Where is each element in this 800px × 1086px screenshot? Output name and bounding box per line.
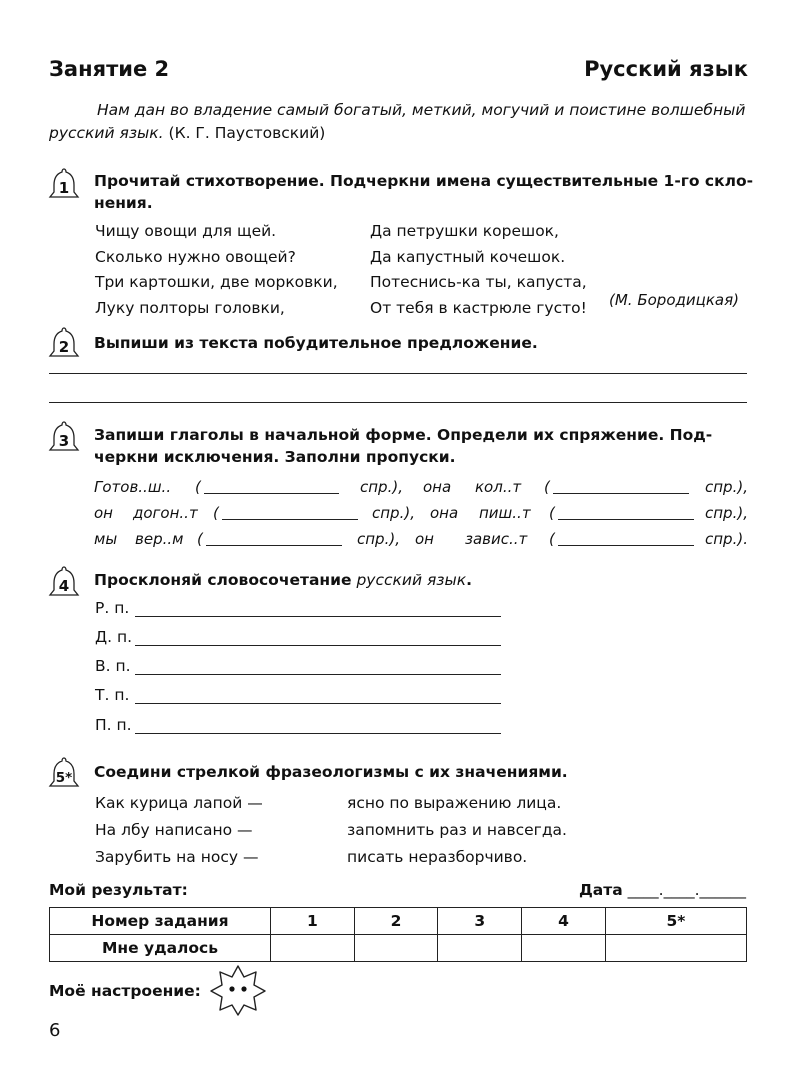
- poem-right-column: [370, 219, 587, 321]
- pronoun: он: [415, 530, 434, 548]
- poem-line: Чищу овощи для щей.: [95, 222, 277, 240]
- open-paren: (: [213, 504, 219, 522]
- table-header-cell: 3: [438, 908, 522, 935]
- task-number: 3: [58, 432, 70, 450]
- idiom[interactable]: На лбу написано —: [95, 821, 253, 839]
- case-answer-line[interactable]: [135, 733, 501, 734]
- table-cell[interactable]: [522, 935, 606, 962]
- task4-title-italic: русский язык: [356, 571, 467, 589]
- fill-blank[interactable]: [558, 530, 694, 546]
- spr-label: спр.),: [705, 504, 748, 522]
- case-answer-line[interactable]: [135, 616, 501, 617]
- pronoun: он: [94, 504, 113, 522]
- task1-title-line2: нения.: [94, 194, 153, 212]
- poem-author: (М. Бородицкая): [609, 291, 739, 309]
- task1-title-line1: Прочитай стихотворение. Подчеркни имена существительные 1-го скло-: [94, 172, 754, 190]
- verb: вер..м: [135, 530, 184, 548]
- poem-left-column: [95, 219, 338, 321]
- results-table: [49, 907, 747, 962]
- case-answer-line[interactable]: [135, 703, 501, 704]
- fill-blank[interactable]: [553, 478, 689, 494]
- epigraph-line2: [49, 124, 325, 142]
- spr-label: спр.).: [705, 530, 748, 548]
- open-paren: (: [549, 530, 555, 548]
- task4-title-end: .: [466, 571, 473, 589]
- poem-line: Три картошки, две морковки,: [95, 273, 338, 291]
- poem-line: Потеснись-ка ты, капуста,: [370, 273, 587, 291]
- pronoun: она: [423, 478, 452, 496]
- subject-title: Русский язык: [584, 57, 748, 81]
- table-cell[interactable]: [354, 935, 438, 962]
- pronoun: мы: [94, 530, 118, 548]
- spr-label: спр.),: [372, 504, 415, 522]
- case-label: Р. п.: [95, 599, 130, 617]
- task-number: 5*: [55, 770, 73, 786]
- verb-row: [0, 530, 800, 552]
- spr-label: спр.),: [357, 530, 400, 548]
- bell-icon-task4: [48, 566, 80, 600]
- task4-title-main: Просклоняй словосочетание: [94, 571, 352, 589]
- answer-line[interactable]: [49, 402, 747, 403]
- mood-label: Моё настроение:: [49, 982, 201, 1000]
- idiom[interactable]: Как курица лапой —: [95, 794, 263, 812]
- pronoun: она: [430, 504, 459, 522]
- task-number: 2: [58, 338, 70, 356]
- answer-line[interactable]: [49, 373, 747, 374]
- poem-line: От тебя в кастрюле густо!: [370, 298, 587, 317]
- table-header-cell: Номер задания: [50, 908, 271, 935]
- fill-blank[interactable]: [206, 530, 342, 546]
- poem-line: Да капустный кочешок.: [370, 247, 566, 266]
- task3-title-line1: Запиши глаголы в начальной форме. Определи их спряжение. Под-: [94, 426, 713, 444]
- task-number: 4: [58, 577, 70, 595]
- table-header-cell: 4: [522, 908, 606, 935]
- table-row: [50, 935, 747, 962]
- epigraph-italic: русский язык.: [49, 124, 164, 142]
- verb: Готов..ш..: [94, 478, 172, 496]
- result-label: Мой результат:: [49, 881, 188, 899]
- verb: догон..т: [133, 504, 198, 522]
- spr-label: спр.),: [360, 478, 403, 496]
- verb: пиш..т: [479, 504, 531, 522]
- poem-line: Да петрушки корешок,: [370, 222, 559, 240]
- fill-blank[interactable]: [558, 504, 694, 520]
- case-answer-line[interactable]: [135, 645, 501, 646]
- task5-title: Соедини стрелкой фразеологизмы с их значениями.: [94, 763, 568, 781]
- table-header-cell: 1: [271, 908, 355, 935]
- meaning[interactable]: писать неразборчиво.: [347, 848, 528, 866]
- date-field[interactable]: [579, 881, 746, 899]
- meaning[interactable]: ясно по выражению лица.: [347, 794, 562, 812]
- meanings-column: [347, 790, 567, 871]
- fill-blank[interactable]: [222, 504, 358, 520]
- verb: завис..т: [465, 530, 528, 548]
- table-header-cell: 2: [354, 908, 438, 935]
- bell-icon-task3: [48, 421, 80, 455]
- fill-blank[interactable]: [204, 478, 339, 494]
- table-header-row: [50, 908, 747, 935]
- idioms-column: [95, 790, 263, 871]
- date-blank: ____.____.______: [627, 881, 746, 899]
- bell-icon-task5: [48, 757, 80, 791]
- idiom[interactable]: Зарубить на носу —: [95, 848, 259, 866]
- verb-row: [0, 478, 800, 500]
- spr-label: спр.),: [705, 478, 748, 496]
- date-label: Дата: [578, 881, 623, 899]
- table-cell[interactable]: [605, 935, 746, 962]
- open-paren: (: [544, 478, 550, 496]
- meaning[interactable]: запомнить раз и навсегда.: [347, 821, 567, 839]
- lesson-title: Занятие 2: [49, 57, 170, 81]
- epigraph-author: (К. Г. Паустовский): [168, 124, 326, 142]
- mood-star-icon[interactable]: [210, 964, 266, 1016]
- epigraph-line1: Нам дан во владение самый богатый, меткий, могучий и поистине волшебный: [97, 101, 746, 119]
- poem-line: Сколько нужно овощей?: [95, 247, 296, 266]
- task-number: 1: [58, 179, 70, 197]
- open-paren: (: [197, 530, 203, 548]
- case-label: П. п.: [95, 716, 132, 734]
- case-answer-line[interactable]: [135, 674, 501, 675]
- table-row-label: Мне удалось: [50, 935, 271, 962]
- case-label: Д. п.: [95, 628, 133, 646]
- task2-title: Выпиши из текста побудительное предложение.: [94, 334, 538, 352]
- page-number: 6: [49, 1020, 61, 1041]
- case-label: В. п.: [95, 657, 131, 675]
- bell-icon-task2: [48, 327, 80, 361]
- bell-icon-task1: [48, 168, 80, 202]
- verb: кол..т: [475, 478, 522, 496]
- task4-title: [94, 571, 472, 589]
- table-cell[interactable]: [438, 935, 522, 962]
- case-label: Т. п.: [95, 686, 130, 704]
- open-paren: (: [195, 478, 201, 496]
- task3-title-line2: черкни исключения. Заполни пропуски.: [94, 448, 456, 466]
- verb-row: [0, 504, 800, 526]
- poem-line: Луку полторы головки,: [95, 298, 285, 317]
- open-paren: (: [549, 504, 555, 522]
- table-header-cell: 5*: [605, 908, 746, 935]
- table-cell[interactable]: [271, 935, 355, 962]
